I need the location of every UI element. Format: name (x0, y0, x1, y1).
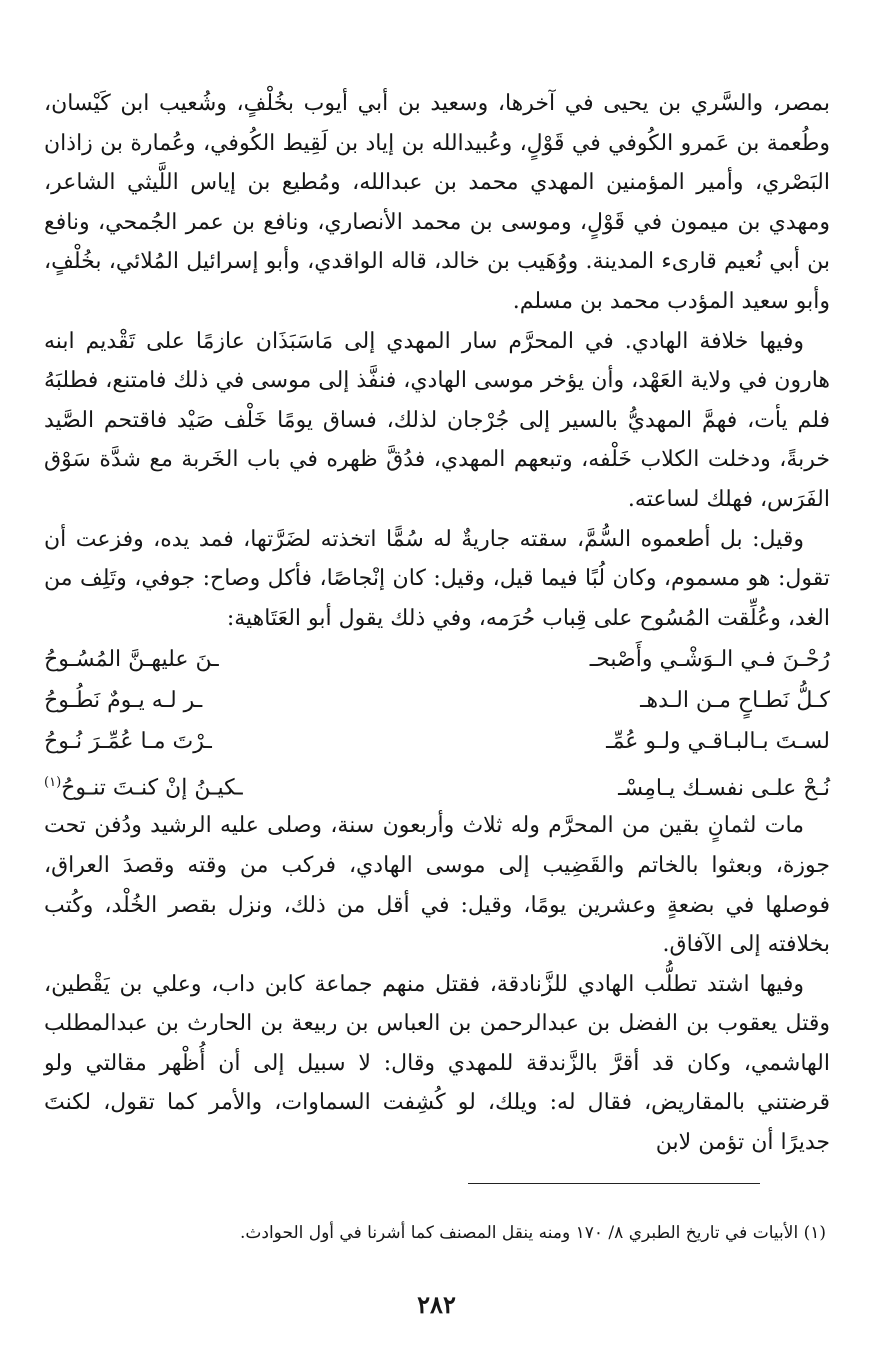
hemistich-left: ـرْتَ مـا عُمِّـرَ نُـوحُ (44, 729, 212, 755)
hemistich-left: ـنَ عليهـنَّ المُسُـوحُ (44, 647, 219, 673)
hemistich-left-text: ـكيـنُ إنْ كنـتَ تنـوحُ (61, 775, 243, 801)
paragraph-4: مات لثمانٍ بقين من المحرَّم وله ثلاث وأربعون سنة، وصلى عليه الرشيد ودُفن تحت جوزة، وبعثوا بالخاتم والقَضِيب إلى موسى الهادي، فركب من وقته وقصدَ العراق، فوصلها في بضعةٍ وعشرين يومًا، وقيل: في أقل من ذلك، ونزل بقصر الخُلْد، وكُتب بخلافته إلى الآفاق. (44, 813, 830, 958)
page-number: ٢٨٢ (417, 1290, 456, 1319)
hemistich-left (44, 763, 243, 808)
poem-verse-2 (44, 681, 830, 722)
hemistich-left: ـر لـه يـومٌ نَطُـوحُ (44, 688, 203, 714)
paragraph-2: وفيها خلافة الهادي. في المحرَّم سار المهدي إلى مَاسَبَذَان عازمًا على تَقْديم ابنه هارون في ولاية العَهْد، وأن يؤخر موسى الهادي، فنفَّذ إلى موسى في ذلك فامتنع، فطلبَهُ فلم يأت، فهمَّ المهديُّ بالسير إلى جُرْجان لذلك، فساق يومًا خَلْف صَيْد فاقتحم الصَّيد خربةً، ودخلت الكلاب خَلْفه، وتبعهم المهدي، فدُقَّ ظهره في باب الخَربة مع شدَّة سَوْق الفَرَس، فهلك لساعته. (44, 328, 831, 512)
hemistich-right: نُـحْ علـى نفسـك يـامِسْـ (618, 775, 830, 801)
main-text (44, 84, 830, 1163)
poem-verse-3 (44, 722, 830, 763)
paragraph-3: وقيل: بل أطعموه السُّمَّ، سقته جاريةٌ له سُمًّا اتخذته لضَرَّتها، فمد يده، وفزعت أن تقول: هو مسموم، وكان لُبًا فيما قيل، وقيل: كان إنْجاصًا، فأكل وصاح: جوفي، وتَلِف من الغد، وعُلِّقت المُسُوح على قِباب حُرَمه، وفي ذلك يقول أبو العَتَاهية: (44, 526, 830, 631)
poem-verse-4 (44, 763, 830, 804)
hemistich-right: رُحْـنَ فـي الـوَشْـي وأَصْبحـ (589, 647, 830, 673)
hemistich-right: كـلُّ نَطـاحٍ مـن الـدهـ (640, 688, 830, 714)
paragraph-1: بمصر، والسَّري بن يحيى في آخرها، وسعيد بن أبي أيوب بخُلْفٍ، وشُعيب ابن كَيْسان، وطُعمة بن عَمرو الكُوفي في قَوْلٍ، وعُبيدالله بن إياد بن لَقِيط الكُوفي، وعُمارة بن زاذان البَصْري، وأمير المؤمنين المهدي محمد بن عبدالله، ومُطيع بن إياس اللَّيثي الشاعر، ومهدي بن ميمون في قَوْلٍ، وموسى بن محمد الأنصاري، ونافع بن عمر الجُمحي، ونافع بن أبي نُعيم قارىء المدينة. ووُهَيب بن خالد، قاله الواقدي، وأبو إسرائيل المُلائي، بخُلْفٍ، وأبو سعيد المؤدب محمد بن مسلم. (44, 91, 830, 314)
hemistich-right: لسـتَ بـالبـاقـي ولـو عُمِّـ (606, 729, 830, 755)
poem-verse-1 (44, 640, 830, 681)
footnote: (١) الأبيات في تاريخ الطبري ٨/ ١٧٠ ومنه ينقل المصنف كما أشرنا في أول الحوادث. (239, 1223, 826, 1243)
footnote-reference: (١) (44, 775, 62, 791)
poem (44, 640, 830, 804)
footnote-divider (468, 1183, 760, 1184)
paragraph-5: وفيها اشتد تطلُّب الهادي للزَّنادقة، فقتل منهم جماعة كابن داب، وعلي بن يَقْطين، وقتل يعقوب بن الفضل بن عبدالرحمن بن العباس بن ربيعة بن الحارث بن عبدالمطلب الهاشمي، وكان قد أقرَّ بالزَّندقة للمهدي وقال: لا سبيل إلى أن أُظْهر مقالتي ولو قرضتني بالمقاريض، فقال له: ويلك، لو كُشِفت السماوات، والأمر كما تقول، لكنتَ جديرًا أن تؤمن لابن (44, 971, 830, 1156)
